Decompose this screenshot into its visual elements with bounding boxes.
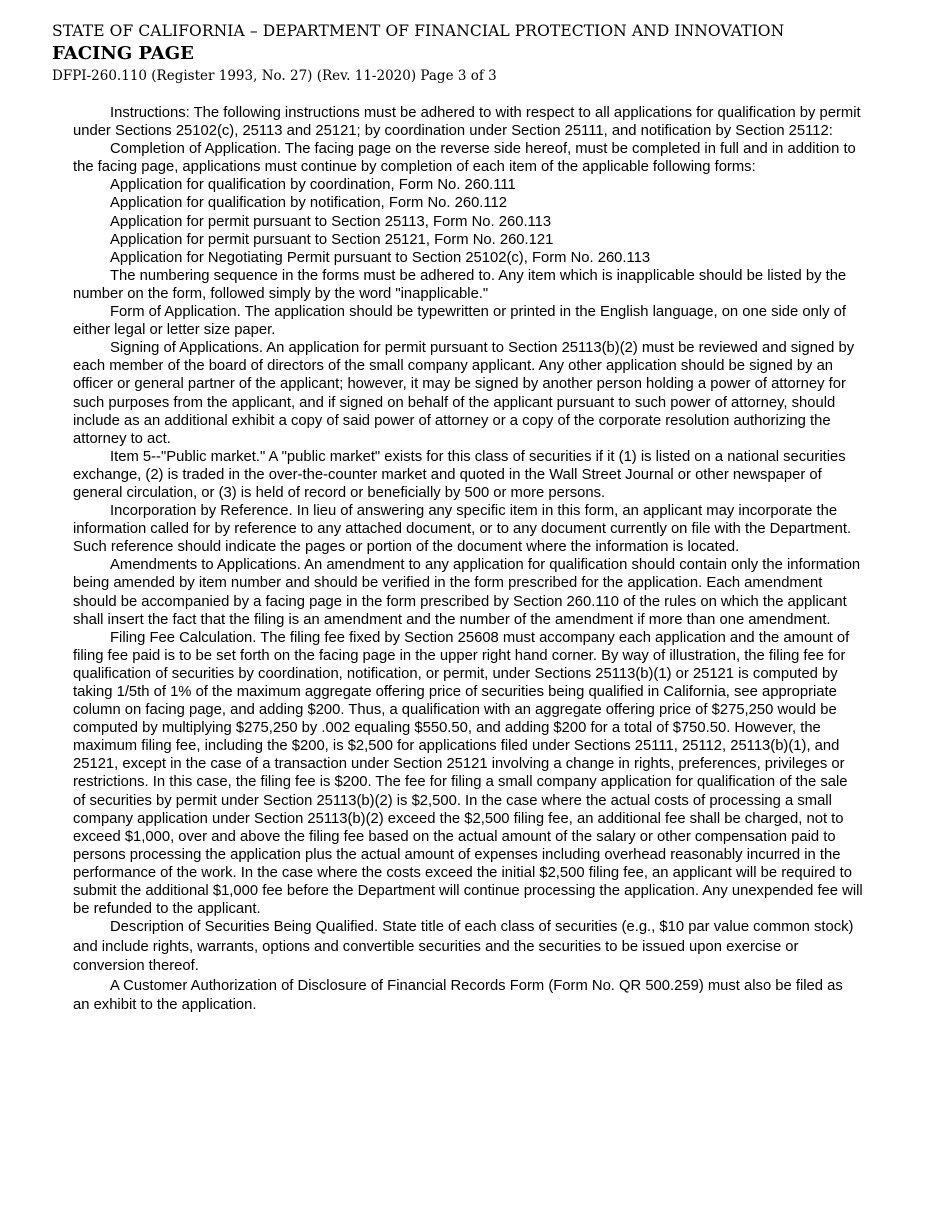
customer-authorization-paragraph: A Customer Authorization of Disclosure of Financial Records Form (Form No. QR 500.259) must also be filed as an exhibit to the application. [73, 977, 843, 1014]
signing-paragraph: Signing of Applications. An application for permit pursuant to Section 25113(b)(2) must be reviewed and signed by each member of the board of directors of the small company applicant. Any other application should be signed by an officer or general partner of the applicant; however, it may be signed by another person holding a power of attorney for such purposes from the applicant, and if signed on behalf of the applicant pursuant to such power of attorney, should include as an additional exhibit a copy of said power of attorney or a copy of the corporate resolution authorizing the attorney to act. [73, 340, 855, 447]
filing-fee-paragraph: Filing Fee Calculation. The filing fee fixed by Section 25608 must accompany each application and the amount of filing fee paid is to be set forth on the facing page in the upper right hand corner. By way of illustration, the filing fee for qualification of securities by coordination, notification, or permit, under Sections 25113(b)(1) or 25121 is computed by taking 1/5th of 1% of the maximum aggregate offering price of securities being qualified in California, see appropriate column on facing page, and adding $200. Thus, a qualification with an aggregate offering price of $275,250 would be computed by multiplying $275,250 by .002 equaling $550.50, and adding $200 for a total of $750.50. However, the maximum filing fee, including the $200, is $2,500 for applications filed under Sections 25111, 25112, 25113(b)(1), and 25121, except in the case of a transaction under Section 25121 involving a change in rights, preferences, privileges or restrictions. In this case, the filing fee is $200. The fee for filing a small company application for qualification of the sale of securities by permit under Section 25113(b)(2) is $2,500. In the case where the actual costs of processing a small company application under Section 25113(b)(2) exceed the $2,500 filing fee, an additional fee shall be charged, not to exceed $1,000, over and above the filing fee based on the actual amount of the salary or other compensation paid to persons processing the application plus the actual amount of expenses including overhead reasonably incurred in the performance of the work. In the case where the costs exceed the initial $2,500 filing fee, an applicant will be required to submit the additional $1,000 fee before the Department will continue processing the application. Any unexpended fee will be refunded to the applicant. [73, 629, 863, 918]
incorporation-paragraph: Incorporation by Reference. In lieu of answering any specific item in this form, an applicant may incorporate the information called for by reference to any attached document, or to any document currently on file with the Department. Such reference should indicate the pages or portion of the document where the information is located. [73, 503, 852, 556]
page-title: FACING PAGE [52, 43, 194, 64]
instructions-body [73, 104, 863, 1016]
form-list-item: Application for qualification by coordination, Form No. 260.111 [110, 177, 516, 194]
amendments-paragraph: Amendments to Applications. An amendment to any application for qualification should contain only the information being amended by item number and should be verified in the form prescribed for the application. Each amendment should be accompanied by a facing page in the form prescribed by Section 260.110 of the rules on which the applicant shall insert the fact that the filing is an amendment and the number of the amendment if more than one amendment. [73, 557, 861, 628]
public-market-paragraph: Item 5--"Public market." A "public market" exists for this class of securities if it (1) is listed on a national securities exchange, (2) is traded in the over-the-counter market and quoted in the Wall Street Journal or other newspaper of general circulation, or (3) is held of record or beneficially by 500 or more persons. [73, 448, 846, 501]
agency-name: STATE OF CALIFORNIA – DEPARTMENT OF FINANCIAL PROTECTION AND INNOVATION [52, 22, 785, 40]
description-paragraph: Description of Securities Being Qualified. State title of each class of securities (e.g., $10 par value common stock) and include rights, warrants, options and convertible securities and the securities to be issued upon exercise or conversion thereof. [73, 919, 854, 975]
numbering-paragraph: The numbering sequence in the forms must be adhered to. Any item which is inapplicable should be listed by the number on the form, followed simply by the word "inapplicable." [73, 267, 847, 302]
page-header [52, 20, 912, 86]
form-list-item: Application for Negotiating Permit pursuant to Section 25102(c), Form No. 260.113 [110, 249, 651, 266]
form-of-application-paragraph: Form of Application. The application should be typewritten or printed in the English language, on one side only of either legal or letter size paper. [73, 304, 846, 339]
form-list-item: Application for permit pursuant to Section 25121, Form No. 260.121 [110, 231, 554, 248]
instructions-paragraph: Instructions: The following instructions must be adhered to with respect to all applications for qualification by permit under Sections 25102(c), 25113 and 25121; by coordination under Section 25111, and notification by Section 25112: [73, 105, 861, 140]
form-list-item: Application for qualification by notification, Form No. 260.112 [110, 195, 507, 212]
completion-paragraph: Completion of Application. The facing page on the reverse side hereof, must be completed in full and in addition to the facing page, applications must continue by completion of each item of the applicable following forms: [73, 141, 856, 176]
form-list-item: Application for permit pursuant to Section 25113, Form No. 260.113 [110, 213, 552, 230]
form-identifier: DFPI-260.110 (Register 1993, No. 27) (Rev. 11-2020) Page 3 of 3 [52, 68, 497, 84]
